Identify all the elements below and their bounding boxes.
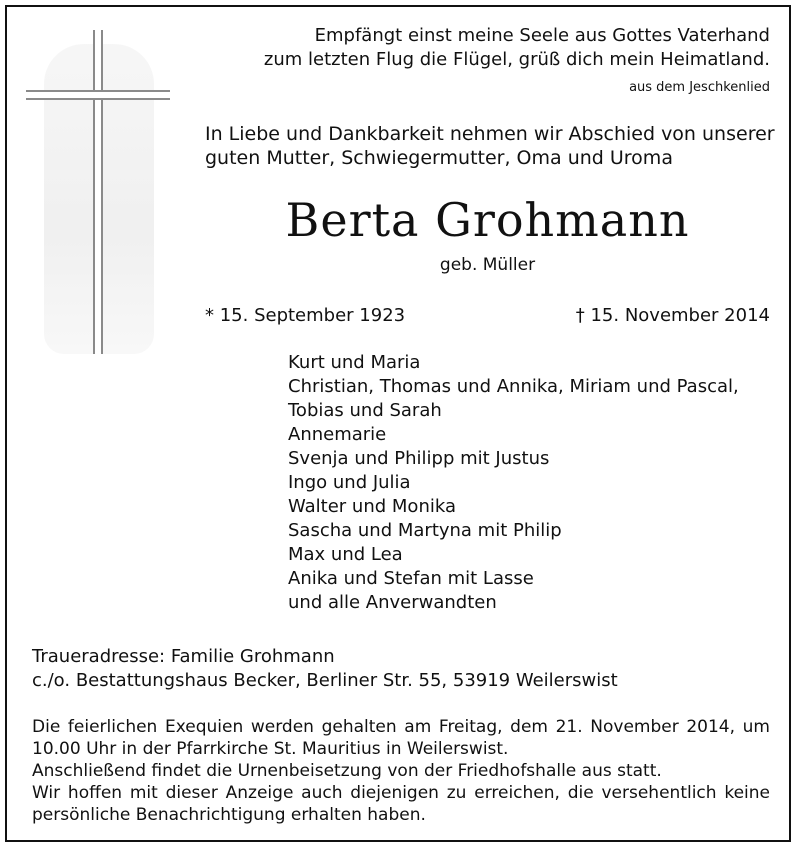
service-line: Anschließend findet die Urnenbeisetzung von der Friedhofshalle aus statt. xyxy=(32,761,662,781)
motto-verse xyxy=(260,24,770,72)
intro-line: In Liebe und Dankbarkeit nehmen wir Abschied von unserer xyxy=(205,123,775,145)
intro-line: guten Mutter, Schwiegermutter, Oma und Uroma xyxy=(205,147,673,169)
cross-emblem xyxy=(24,24,164,354)
death-date: † 15. November 2014 xyxy=(575,305,770,326)
service-line: Wir hoffen mit dieser Anzeige auch diejenigen zu erreichen, die versehentlich keine xyxy=(32,783,770,803)
mourners-list xyxy=(288,351,778,615)
intro-text xyxy=(205,122,775,170)
deceased-name: Berta Grohmann xyxy=(285,193,690,247)
maiden-name: geb. Müller xyxy=(439,255,536,275)
mourning-address xyxy=(32,645,772,693)
birth-date: * 15. September 1923 xyxy=(205,305,406,326)
address-line: c./o. Bestattungshaus Becker, Berliner Str. 55, 53919 Weilerswist xyxy=(32,670,618,691)
service-details xyxy=(32,716,770,826)
motto-source: aus dem Jeschkenlied xyxy=(629,80,770,95)
list-item: Svenja und Philipp mit Justus xyxy=(288,448,550,469)
service-line: Die feierlichen Exequien werden gehalten am Freitag, dem 21. November 2014, um xyxy=(32,717,770,737)
list-item: Tobias und Sarah xyxy=(288,400,442,421)
service-line: 10.00 Uhr in der Pfarrkirche St. Mauritius in Weilerswist. xyxy=(32,739,509,759)
list-item: Christian, Thomas und Annika, Miriam und Pascal, xyxy=(288,376,739,397)
list-item: Max und Lea xyxy=(288,544,403,565)
cross-icon-vertical-beam xyxy=(93,30,103,354)
list-item: Kurt und Maria xyxy=(288,352,421,373)
address-line: Traueradresse: Familie Grohmann xyxy=(32,646,335,667)
cross-icon-joint xyxy=(95,92,101,98)
list-item: Ingo und Julia xyxy=(288,472,411,493)
list-item: Anika und Stefan mit Lasse xyxy=(288,568,534,589)
service-line: persönliche Benachrichtigung erhalten haben. xyxy=(32,805,426,825)
motto-line: Empfängt einst meine Seele aus Gottes Vaterhand xyxy=(314,25,770,46)
list-item: Sascha und Martyna mit Philip xyxy=(288,520,562,541)
list-item: und alle Anverwandten xyxy=(288,592,497,613)
list-item: Walter und Monika xyxy=(288,496,456,517)
list-item: Annemarie xyxy=(288,424,387,445)
motto-line: zum letzten Flug die Flügel, grüß dich mein Heimatland. xyxy=(263,49,770,70)
